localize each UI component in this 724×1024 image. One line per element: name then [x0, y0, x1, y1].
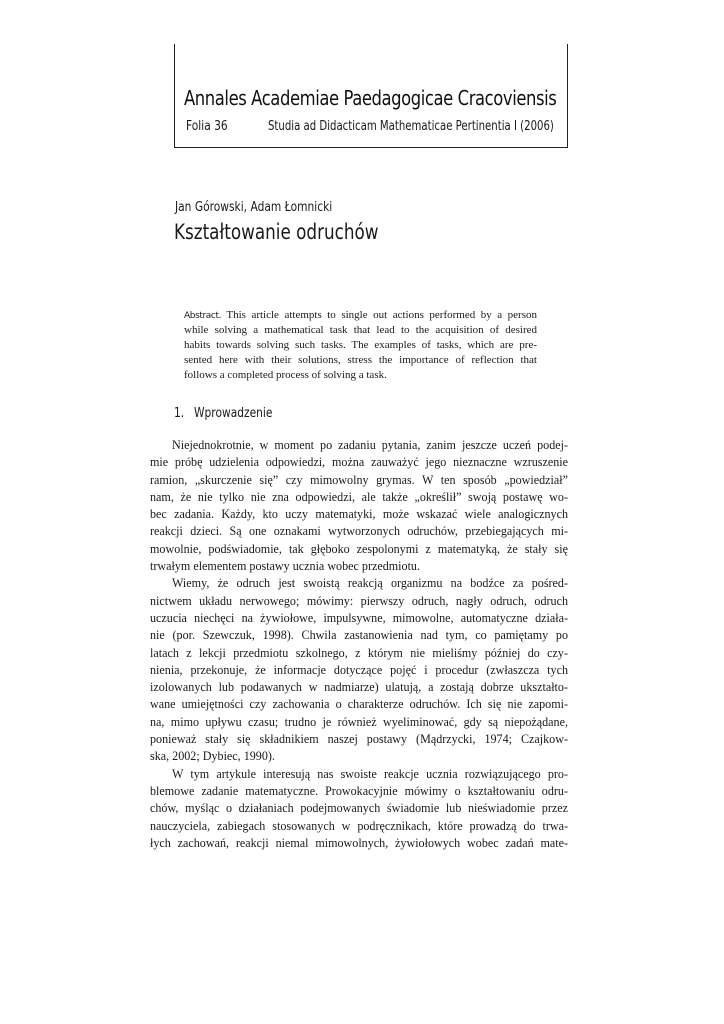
body-line: bec zadania. Każdy, kto uczy matematyki, może wskazać wiele analogicznych — [150, 507, 568, 522]
journal-series: Studia ad Didacticam Mathematicae Pertinentia I (2006) — [268, 119, 554, 134]
body-line: łych zachowań, reakcji niemal mimowolnych, żywiołowych wobec zadań mate- — [150, 835, 568, 850]
body-text — [150, 437, 568, 852]
abstract-line: follows a completed process of solving a task. — [184, 369, 387, 381]
abstract-label: Abstract. — [184, 311, 222, 321]
body-line: nienia, przekonuje, że informacje dotyczące pojęć i procedur (zwłaszcza tych — [150, 662, 568, 677]
body-line: blemowe zadanie matematyczne. Prowokacyjnie mówimy o kształtowaniu odru- — [150, 783, 568, 798]
section-number: 1. — [174, 406, 185, 421]
body-line: mowolnie, podświadomie, tak głęboko zespolonymi z matematyką, że stały się — [150, 541, 568, 556]
body-line: ramion, „skurczenie się” czy mimowolny grymas. W ten sposób „powiedział” — [150, 472, 568, 487]
section-title: Wprowadzenie — [194, 406, 273, 421]
body-line: nam, że nie tylko nie zna odpowiedzi, ale także „określił” swoją postawę wo- — [150, 489, 568, 504]
body-line: Wiemy, że odruch jest swoistą reakcją organizmu na bodźce za pośred- — [172, 576, 568, 591]
body-line: chów, myśląc o działaniach podejmowanych świadomie lub nieświadomie przez — [150, 801, 568, 816]
article-title: Kształtowanie odruchów — [174, 220, 379, 244]
journal-folio: Folia 36 — [186, 119, 228, 134]
article-authors: Jan Górowski, Adam Łomnicki — [175, 200, 333, 215]
body-line: na, mimo upływu czasu; trudno je również wyeliminować, gdy są niepożądane, — [150, 714, 568, 729]
body-line: latach z lekcji przedmiotu szkolnego, z którym nie mieliśmy później do czy- — [150, 645, 568, 660]
journal-title: Annales Academiae Paedagogicae Cracoviensis — [184, 86, 557, 110]
body-line: ponieważ stały się składnikiem naszej postawy (Mądrzycki, 1974; Czajkow- — [150, 732, 568, 747]
body-line: ska, 2002; Dybiec, 1990). — [150, 749, 275, 764]
body-line: mie próbę udzielenia odpowiedzi, można zauważyć jego nieznaczne wzruszenie — [150, 455, 568, 470]
body-line: reakcji dzieci. Są one oznakami wytworzonych odruchów, przebiegających mi- — [150, 524, 568, 539]
abstract — [184, 308, 537, 383]
body-line: trwałym elementem postawy ucznia wobec przedmiotu. — [150, 559, 421, 574]
body-line: nauczyciela, zabiegach stosowanych w podręcznikach, które prowadzą do trwa- — [150, 818, 568, 833]
body-line: W tym artykule interesują nas swoiste reakcje ucznia rozwiązującego pro- — [172, 766, 568, 781]
body-line: wane umiejętności czy zachowania o charakterze odruchów. Ich się nie zapomi- — [150, 697, 568, 712]
abstract-line: Abstract. This article attempts to single out actions performed by a person — [184, 309, 537, 321]
abstract-line: sented here with their solutions, stress the importance of reflection that — [184, 354, 537, 366]
abstract-line: habits towards solving such tasks. The examples of tasks, which are pre- — [184, 339, 537, 351]
body-line: nictwem układu nerwowego; mówimy: pierwszy odruch, nagły odruch, odruch — [150, 593, 568, 608]
abstract-line: while solving a mathematical task that lead to the acquisition of desired — [184, 324, 537, 336]
body-line: izolowanych lub podawanych w nadmiarze) ulatują, a zostają dobrze ukształto- — [150, 680, 568, 695]
body-line: uczucia niechęci na żywiołowe, impulsywne, mimowolne, automatyczne działa- — [150, 610, 568, 625]
body-line: Niejednokrotnie, w moment po zadaniu pytania, zanim jeszcze uczeń podej- — [172, 438, 568, 452]
body-line: nie (por. Szewczuk, 1998). Chwila zastanowienia nad tym, co pamiętamy po — [150, 628, 568, 643]
